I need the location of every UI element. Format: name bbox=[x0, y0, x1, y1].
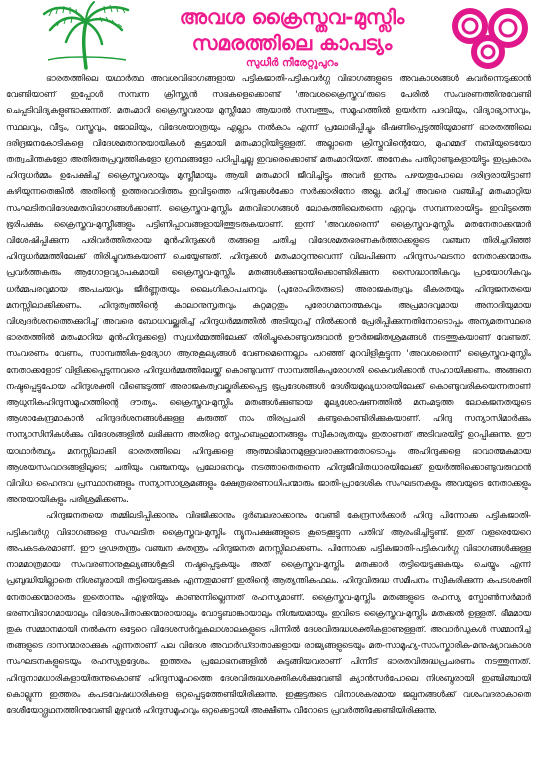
concentric-rings-icon bbox=[448, 6, 534, 70]
title-block bbox=[140, 4, 444, 70]
article-paragraph-1: ഭാരതത്തിലെ യഥാർത്ഥ അവശവിഭാഗങ്ങളായ പട്ടികജാതി-പട്ടികവർഗ്ഗ വിഭാഗങ്ങളുടെ അവകാശങ്ങൾ കവർന്നെടുക്കാൻ വേണ്ടിയാണ് ഇപ്പോൾ സമ്പന്ന ക്രിസ്ത്യൻ സഭകളെക്കൊണ്ട് 'അവശക്രൈസ്തവ'രുടെ പേരിൽ സംവരണത്തിനുവേണ്ടി ചെപ്പടിവിദ്യകളുണ്ടാക്കുന്നത്. മതംമാറി ക്രൈസ്തവരായ മുസ്ലീമോ ആയാൽ സമ്പത്തും, സമൂഹത്തിൽ ഉയർന്ന പദവിയും, വിദ്യാഭ്യാസവും, സ്ഥലവും, വീടും, വസ്ത്രവും, ജോലിയും, വിദേശയാത്രയും എല്ലാം നൽകാം എന്ന് പ്രലോഭിപ്പിച്ചും ഭീഷണിപ്പെടുത്തിയുമാണ് ഭാരതത്തിലെ ദരിദ്രജനകോടികളെ വിദേശമതാനുയായികൾ കൂട്ടമായി മതംമാറ്റിയിട്ടുള്ളത്. അല്ലാതെ ക്രിസ്തുവിന്റെയോ, മുഹമ്മദ് നബിയുടെയോ തത്വചിന്തകളോ അതിരുതപ്രവൃത്തികളോ ഗ്രന്ഥങ്ങളോ പഠിപ്പിച്ചല്ല ഇവരെക്കൊണ്ട് മതംമാറിയത്. അനേകം പതിറ്റാണ്ടുകളായിട്ടും ഇപ്രകാരം ഹിന്ദുധർമ്മം ഉപേക്ഷിച്ച് ക്രൈസ്തവരായും മുസ്ലീമായും ആയി മതംമാറി ജീവിച്ചിട്ടും അവർ ഇന്നും പഴയതുപോലെ ദരിദ്രരായിട്ടാണ് കഴിയുന്നതെങ്കിൽ അതിന്റെ ഉത്തരവാദിത്തം ഇവിടുത്തെ ഹിന്ദുക്കൾക്കോ സർക്കാരിനോ അല്ല. മറിച്ച് അവരെ വഞ്ചിച്ച് മതംമാറ്റിയ സംഘടിതവിദേശമതവിഭാഗങ്ങൾക്കാണ്. ക്രൈസ്തവ-മുസ്ലിം മതവിഭാഗങ്ങൾ ലോകത്തിലെതന്നെ ഏറ്റവും സമ്പന്നരായിട്ടും ഇവിടുത്തെ ഭൂരിപക്ഷം ക്രൈസ്തവ-മുസ്ലീങ്ങളും പട്ടിണിപ്പാവങ്ങളായിത്തുടരുകയാണ്. ഇന്ന് 'അവശരെന്ന്' ക്രൈസ്തവ-മുസ്ലിം മതനേതാക്കന്മാർ വിശേഷിപ്പിക്കുന്ന പരിവർത്തിതരായ മുൻഹിന്ദുക്കൾ തങ്ങളെ ചതിച്ച വിദേശമതഭരണകർത്താക്കളുടെ വഞ്ചന തിരിച്ചറിഞ്ഞ് ഹിന്ദുധർമ്മത്തിലേക്ക് തിരിച്ചുവരുകയാണ് ചെയ്യേണ്ടത്. ഹിന്ദുക്കൾ മതംമാറുന്നുവെന്ന് വിലപിക്കുന്ന ഹിന്ദുസംഘടനാ നേതാക്കന്മാരും പ്രവർത്തകരും ആഗോളവ്യാപകമായി ക്രൈസ്തവ-മുസ്ലിം മതങ്ങൾക്കുണ്ടായിക്കൊണ്ടിരിക്കുന്ന സൈദ്ധാന്തികവും പ്രായോഗികവും ധർമ്മപരവുമായ അപചയവും ജീർണ്ണതയും ലൈംഗികാപചനവും (പുരോഹിതരുടെ) അരാജകത്വവും ഭീകരതയും ഹിന്ദുജനതയെ മനസ്സിലാക്കിക്കണം. ഹിന്ദുത്വത്തിന്റെ കാലാനുസൃതവും കുറ്റമറ്റതും പുരോഗമനാത്മകവും അപ്രമാദവുമായ അനാദിയുമായ വിശ്വദർശനത്തെക്കുറിച്ച് അവരെ ബോധവല്ക്കരിച്ച് ഹിന്ദുധർമ്മത്തിൽ അടിയുറച്ച് നിൽക്കാൻ പ്രേരിപ്പിക്കുന്നതിനോടൊപ്പം അന്യമതസ്ഥരെ ഭാരതത്തിൽ മതംമാറിയ മുൻഹിന്ദുക്കളെ) സ്വധർമ്മത്തിലേക്ക് തിരിച്ചുകൊണ്ടുവരുവാൻ ഊർജ്ജിതശ്രമങ്ങൾ നടത്തുകയാണ് വേണ്ടത്. സംവരണം വേണം, സാമ്പത്തിക-ഉദ്യോഗ ആനുകൂല്യങ്ങൾ വേണമെന്നെല്ലാം പറഞ്ഞ് മുറവിളികൂട്ടുന്ന 'അവശരെന്ന്' ക്രൈസ്തവ-മുസ്ലിം നേതാക്കളോട് വിളിക്കപ്പെടുന്നവരെ ഹിന്ദുധർമ്മത്തിലേയ്ക്ക് കൊണ്ടുവന്ന് സാമ്പത്തികപുരോഗതി കൈവരിക്കാൻ സഹായിക്കണം. അങ്ങനെ നഷ്ടപ്പെട്ടുപോയ ഹിന്ദുശക്തി വീണ്ടെടുത്ത് അരാജകത്വവല്കരിക്കപ്പെട്ട ഭൂപ്രദേശങ്ങൾ ദേശീയമുഖ്യധാരയിലേക്ക് കൊണ്ടുവരികയെന്നതാണ് ആധുനികഹിന്ദുസമൂഹത്തിന്റെ ദൗത്യം. ക്രൈസ്തവ-മുസ്ലിം മതങ്ങൾക്കുണ്ടായ മൂല്യശോഷണത്തിൽ മനംമടുത്ത ലോകജനതയുടെ ആശാകേന്ദ്രമാകാൻ ഹിന്ദുദർശനങ്ങൾക്കുള്ള കരുത്ത് നാം തിരപ്രചരി കണ്ടുകൊണ്ടിരിക്കുകയാണ്. ഹിന്ദു സന്യാസിമാർക്കും സന്യാസിനികൾക്കും വിദേശങ്ങളിൽ ലഭിക്കുന്ന അതിരറ്റ സ്നേഹബഹുമാനങ്ങളും സ്വീകാര്യതയും ഇതാണത് അടിവരയിട്ട് ഉറപ്പിക്കുന്നു. ഈ യാഥാർത്ഥ്യം മനസ്സിലാക്കി ഭാരതത്തിലെ ഹിന്ദുക്കളെ ആത്മാഭിമാനമുള്ളവരാക്കുന്നതോടൊപ്പം അഹിന്ദുക്കളെ ഭാവാത്മകമായ ആശയസംവാദങ്ങളിലൂടെ; ചതിയും വഞ്ചനയും പ്രലോഭനവും നടത്താതെതന്നെ ഹിന്ദുജീവിതധാരയിലേക്ക് ഉയർത്തിക്കൊണ്ടുവരുവാൻ വിവിധ ഹൈന്ദവ പ്രസ്ഥാനങ്ങളും സന്യാസാശ്രമങ്ങളും ക്ഷേത്രഭരണാധിപന്മാരും ജാതി-പ്രാദേശിക സംഘടനകളും അവയുടെ നേതാക്കളും അനുയായികളും പരിശ്രമിക്കണം. bbox=[6, 73, 531, 505]
article-header bbox=[0, 0, 537, 72]
palm-tree-icon bbox=[42, 0, 132, 70]
article-paragraph-2: ഹിന്ദുജനതയെ തമ്മിലടിപ്പിക്കാനും വിഭജിക്കാനും ദുർബലരാക്കാനും വേണ്ടി കേന്ദ്രസർക്കാർ ഹിന്ദു പിന്നോക്ക പട്ടികജാതി-പട്ടികവർഗ്ഗ വിഭാഗങ്ങളെ സംഘടിത ക്രൈസ്തവ-മുസ്ലിം ന്യൂനപക്ഷങ്ങളുടെ കൂടെക്കൂട്ടുന്ന പതിവ് ആരംഭിച്ചിട്ടുണ്ട്. ഇത് വളരെയേറെ അപകടകരമാണ്. ഈ ഗൂഢതന്ത്രം വഞ്ചന കുതന്ത്രം ഹിന്ദുജനത മനസ്സിലാക്കണം. പിന്നോക്ക പട്ടികജാതി-പട്ടികവർഗ്ഗ വിഭാഗങ്ങൾക്കുള്ള നാമമാത്രമായ സംവരണാനുകൂല്യങ്ങൾകൂടി നഷ്ടപ്പെടുകയും അത് ക്രൈസ്തവ-മുസ്ലിം മതക്കാർ തട്ടിയെടുക്കുകയും ചെയ്യും എന്ന് പ്രബുദ്ധിയില്ലാതെ നിശബ്ദരായി തട്ടിയെടുക്കുക എന്നതുമാണ് ഇതിന്റെ ആത്യന്തികഫലം. ഹിന്ദുവിരുദ്ധ സമീപനം സ്വീകരിക്കുന്ന കപടശക്തി നേതാക്കന്മാരാരും ഇതൊന്നും എഴുതിയും കാണുന്നില്ലെന്നത് രഹസ്യമാണ്. ക്രൈസ്തവ-മുസ്ലിം മതങ്ങളുടെ രഹസ്യ സ്പോൺസർമാർ ഭരണവിഭാഗമായാലും വിദേശപിതാക്കന്മാരായാലും വോട്ടുബാങ്കായാലും നിശ്ചയമായും ഇവിടെ ക്രൈസ്തവ-മുസ്ലിം മതക്കൽ ഉള്ളത്. ഭീമമായ തുക സമ്മാനമായി നൽകുന്ന ഒട്ടേറെ വിദേശസർവ്വകലാശാലകളുടെ പിന്നിൽ ദേശവിരുദ്ധശക്തികളാണുള്ളത്. അവാർഡുകൾ സമ്മാനിച്ച് തങ്ങളുടെ ദാസന്മാരാക്കുക എന്നതാണ് പല വിദേശ അവാർഡ്ദാതാക്കളായ രാജ്യങ്ങളുടെയും മത-സാമൂഹ്യ-സാംസ്കാരിക-മനുഷ്യാവകാശ സംഘടനകളുടെയും രഹസ്യഉദ്ദേശം. ഇത്തരം പ്രലോഭനങ്ങളിൽ കുടുങ്ങിയവരാണ് പിന്നീട് ഭാരതവിരുദ്ധപ്രചരണം നടത്തുന്നത്. ഹിന്ദുനാമധാരികളായിരുന്നുകൊണ്ട് ഹിന്ദുസമൂഹത്തെ ദേശവിരുദ്ധശക്തികൾക്കുവേണ്ടി ക്യാൻസർപോലെ നിശബ്ദരായി ഇഞ്ചിഞ്ചായി കൊല്ലുന്ന ഇത്തരം കപടവേഷധാരികളെ ഒറ്റപ്പെടുത്തേണ്ടിയിരിക്കുന്നു. ഇക്കൂട്ടരുടെ വിനാശകരമായ ജല്പനങ്ങൾക്ക് വശംവദരാകാതെ ദേശീയോദ്ഗ്രഥനത്തിനുവേണ്ടി മുഴുവൻ ഹിന്ദുസമൂഹവും ഒറ്റക്കെട്ടായി അക്ഷീണം വീറോടെ പ്രവർത്തിക്കേണ്ടിയിരിക്കുന്നു. bbox=[6, 510, 531, 715]
article-title-line-2: സമരത്തിലെ കാപട്യം bbox=[191, 31, 393, 55]
article-title-line-1: അവശ ക്രൈസ്തവ-മുസ്ലിം bbox=[179, 5, 405, 29]
article-body bbox=[6, 70, 531, 756]
article-author: സുധീർ നീരേറ്റുപുറം bbox=[245, 57, 339, 69]
